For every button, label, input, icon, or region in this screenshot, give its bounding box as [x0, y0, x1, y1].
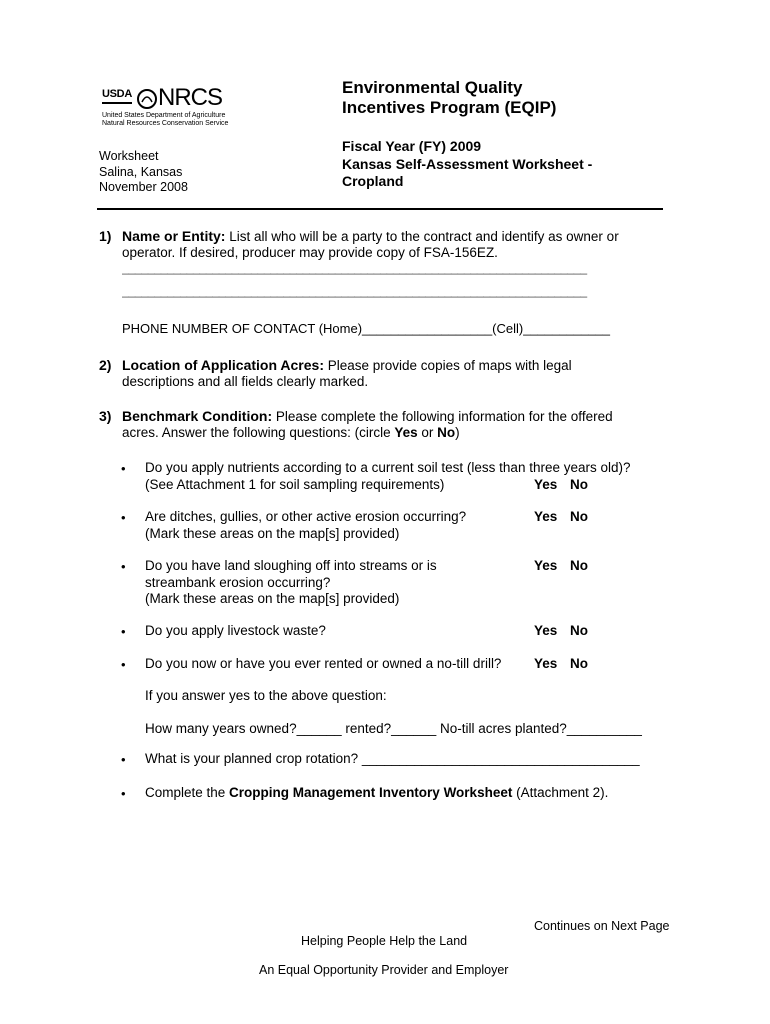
no-till-details-field[interactable]: How many years owned?______ rented?______ No-till acres planted?__________: [145, 721, 642, 736]
bullet-4-yes-option[interactable]: Yes: [534, 623, 558, 638]
question-2: [122, 357, 572, 375]
logo-subtitle: United States Department of Agriculture Natural Resources Conservation Service: [102, 112, 229, 127]
usda-nrcs-logo: [102, 84, 229, 130]
bullet-1-text: Do you apply nutrients according to a current soil test (less than three years old)? (See Attachment 1 for soil sampling requirements): [145, 460, 631, 492]
question-1-heading: Name or Entity:: [122, 228, 226, 244]
doc-type: Worksheet: [99, 149, 159, 163]
bullet-icon: •: [121, 510, 126, 525]
question-3: [122, 408, 613, 426]
question-3-text: Please complete the following information for the offered: [275, 409, 613, 424]
name-entry-line-2[interactable]: ________________________________________________________________________: [122, 284, 587, 298]
bullet-3-yes-option[interactable]: Yes: [534, 558, 558, 573]
header-divider: [97, 208, 663, 210]
question-3-text-2: acres. Answer the following questions: (circle Yes or No): [122, 425, 460, 440]
usda-wordmark: USDA: [102, 88, 132, 100]
bullet-2-yes-option[interactable]: Yes: [534, 509, 558, 524]
bullet-icon: •: [121, 752, 126, 767]
bullet-1-yes-option[interactable]: Yes: [534, 477, 558, 492]
document-meta: [99, 149, 188, 196]
nrcs-wordmark: NRCS: [158, 84, 223, 111]
question-1: [122, 228, 662, 246]
crop-rotation-field[interactable]: What is your planned crop rotation? _____________________________________: [145, 751, 640, 766]
question-2-text: Please provide copies of maps with legal: [327, 358, 572, 373]
bullet-icon: •: [121, 461, 126, 476]
bullet-5-no-option[interactable]: No: [570, 656, 588, 671]
question-1-text-2: operator. If desired, producer may provide copy of FSA-156EZ.: [122, 245, 498, 260]
question-1-text: List all who will be a party to the contract and identify as owner or: [229, 229, 619, 244]
if-yes-label: If you answer yes to the above question:: [145, 688, 387, 703]
bullet-icon: •: [121, 559, 126, 574]
bullet-2-text: Are ditches, gullies, or other active erosion occurring? (Mark these areas on the map[s] provided): [145, 509, 467, 541]
doc-date: November 2008: [99, 180, 188, 194]
continues-note: Continues on Next Page: [534, 919, 670, 933]
question-1-number: 1): [99, 228, 112, 244]
nrcs-emblem-icon: [136, 88, 158, 110]
bullet-icon: •: [121, 786, 126, 801]
question-3-number: 3): [99, 408, 112, 424]
page-subtitle: Fiscal Year (FY) 2009 Kansas Self-Assessment Worksheet - Cropland: [342, 138, 593, 189]
question-3-heading: Benchmark Condition:: [122, 408, 273, 424]
bullet-icon: •: [121, 624, 126, 639]
footer-slogan: Helping People Help the Land: [301, 934, 468, 948]
question-2-heading: Location of Application Acres:: [122, 357, 324, 373]
phone-contact-field[interactable]: PHONE NUMBER OF CONTACT (Home)__________________(Cell)____________: [122, 321, 610, 336]
name-entry-line-1[interactable]: ________________________________________________________________________: [122, 261, 587, 275]
bullet-4-text: Do you apply livestock waste?: [145, 623, 326, 638]
doc-location: Salina, Kansas: [99, 164, 183, 179]
bullet-3-no-option[interactable]: No: [570, 558, 588, 573]
page-title: Environmental Quality Incentives Program (EQIP): [342, 78, 557, 117]
bullet-7-text: Complete the Cropping Management Inventory Worksheet (Attachment 2).: [145, 785, 609, 800]
bullet-4-no-option[interactable]: No: [570, 623, 588, 638]
bullet-5-text: Do you now or have you ever rented or owned a no-till drill?: [145, 656, 502, 671]
footer-eeo-statement: An Equal Opportunity Provider and Employer: [259, 963, 509, 977]
logo-rule: [102, 102, 132, 104]
question-2-number: 2): [99, 357, 112, 373]
bullet-icon: •: [121, 657, 126, 672]
question-2-text-2: descriptions and all fields clearly marked.: [122, 374, 369, 389]
bullet-3-text: Do you have land sloughing off into streams or is streambank erosion occurring? (Mark these areas on the map[s] provided): [145, 558, 437, 606]
bullet-5-yes-option[interactable]: Yes: [534, 656, 558, 671]
bullet-2-no-option[interactable]: No: [570, 509, 588, 524]
bullet-1-no-option[interactable]: No: [570, 477, 588, 492]
